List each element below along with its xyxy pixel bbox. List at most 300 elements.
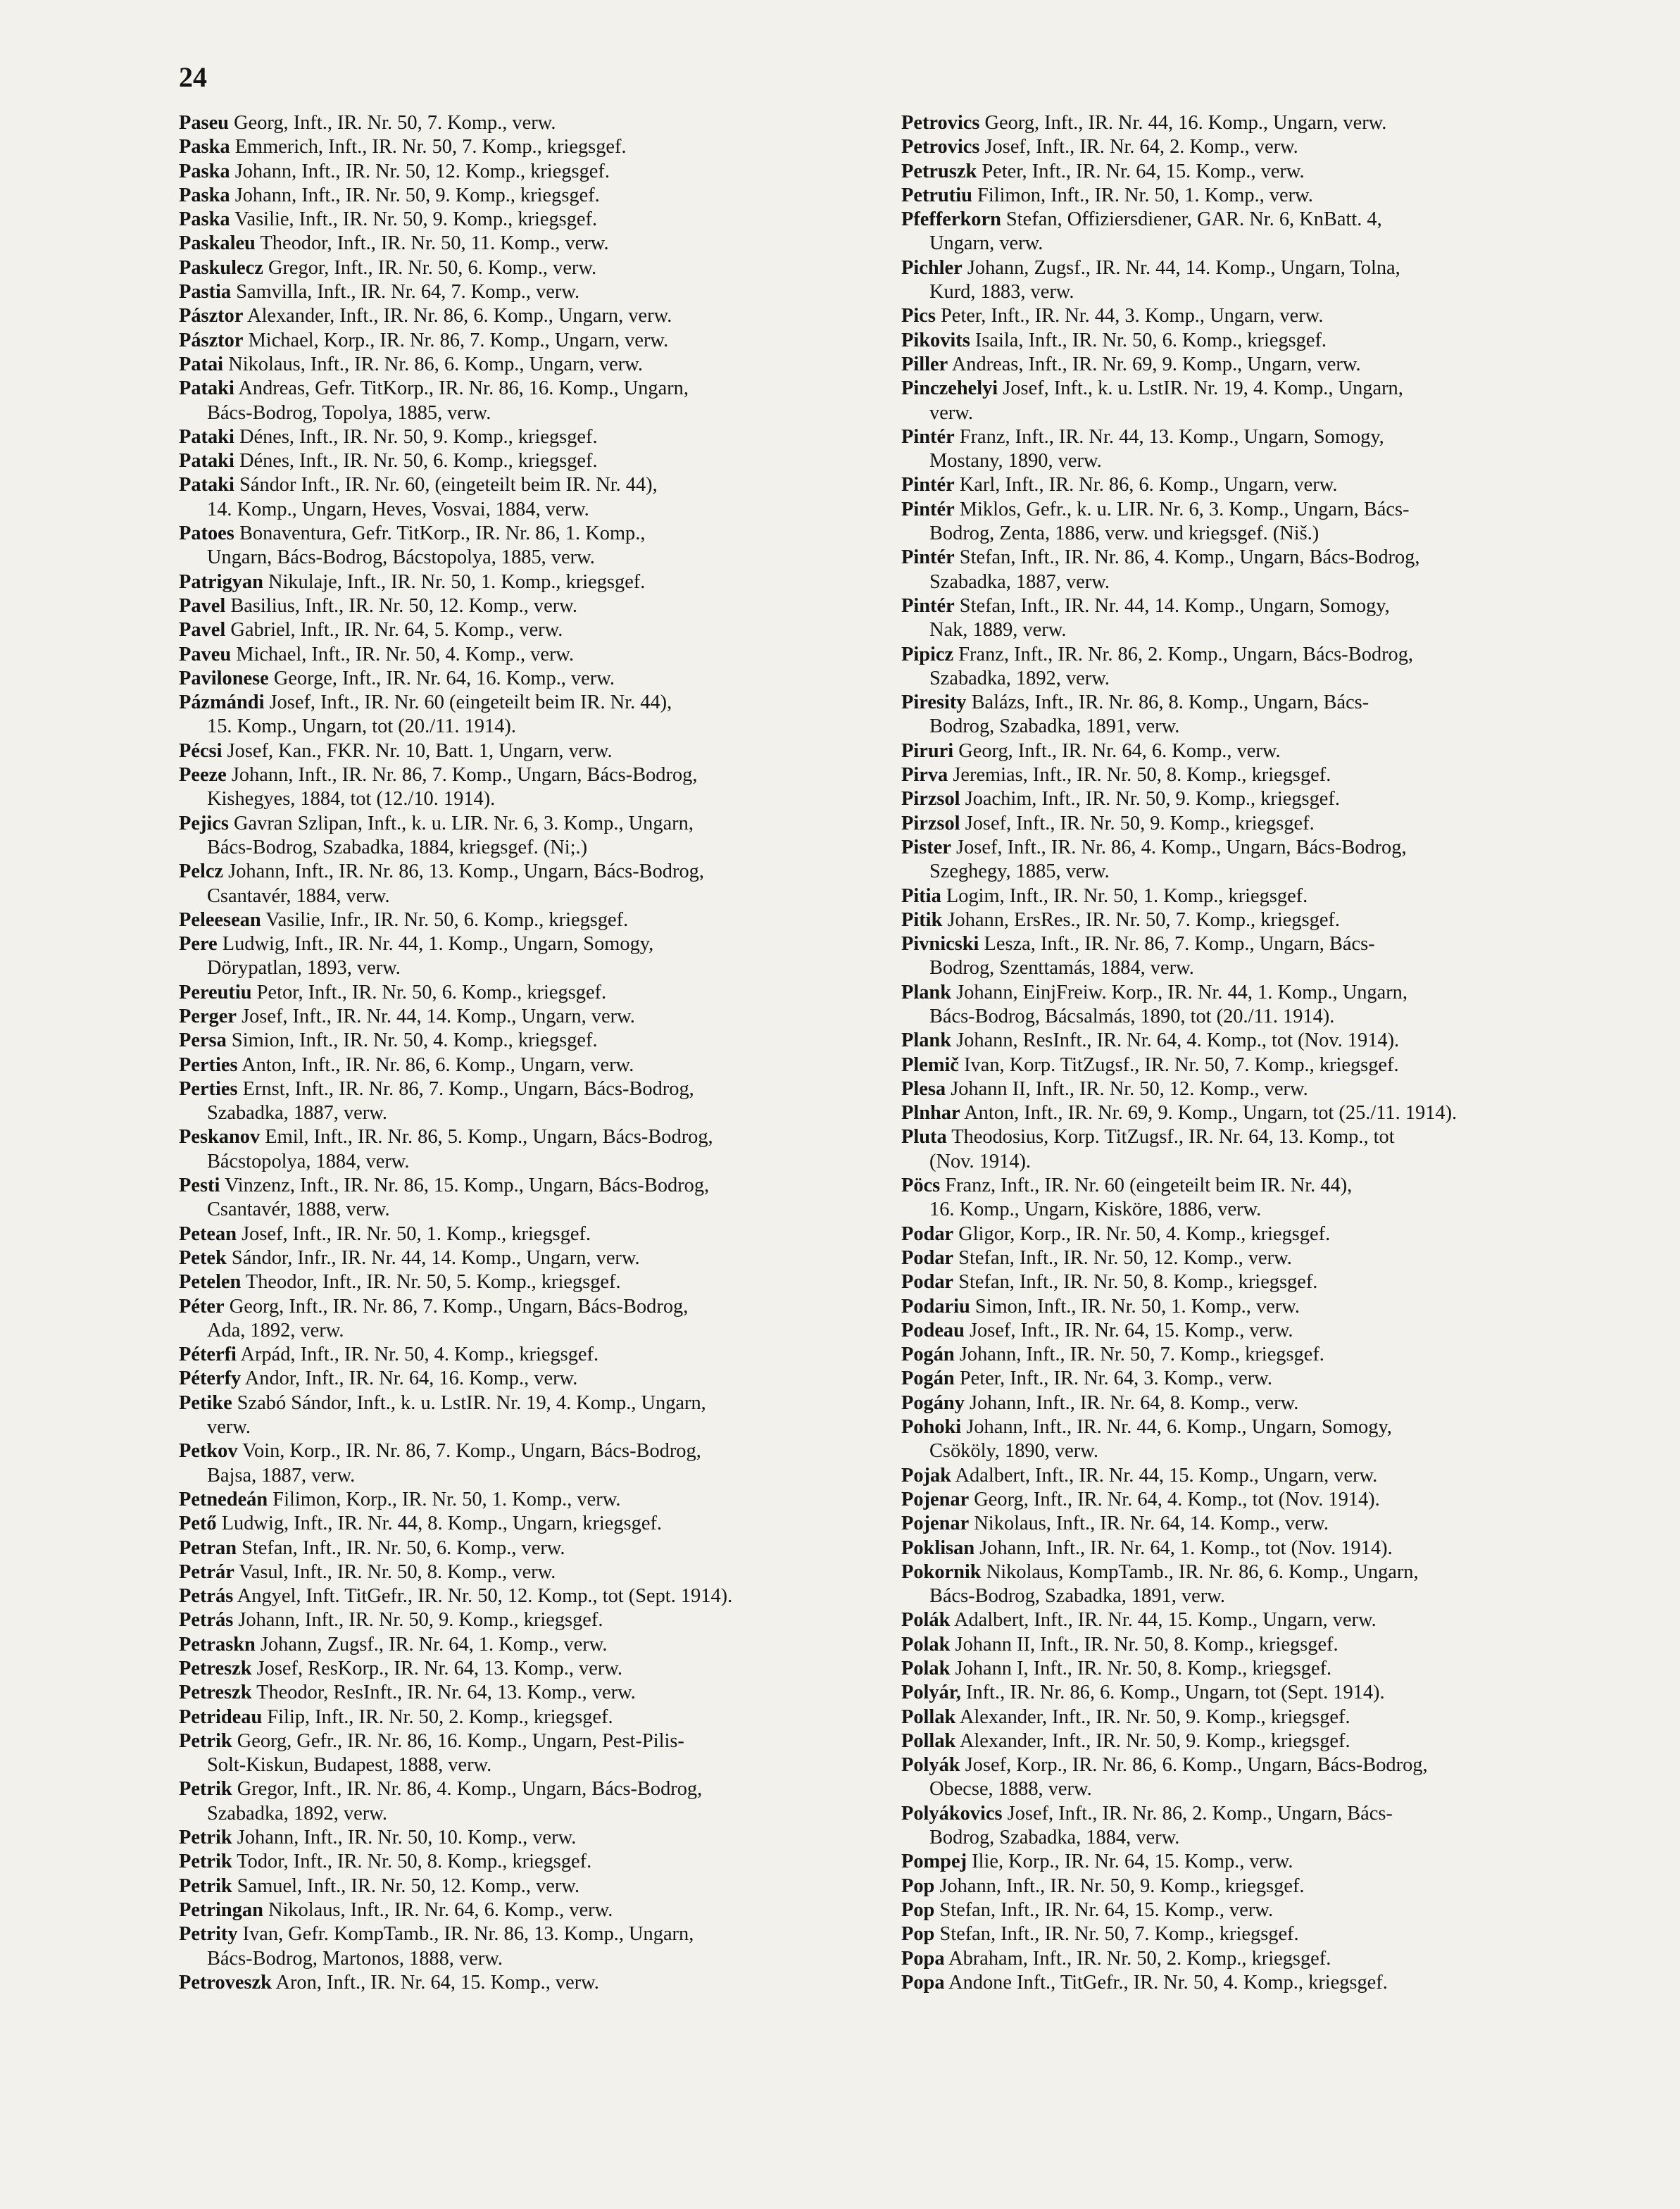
- entry-surname: Pompej: [901, 1851, 967, 1873]
- entry-details: Stefan, Inft., IR. Nr. 50, 7. Komp., kriegsgef.: [939, 1923, 1299, 1946]
- entry-details: Basilius, Inft., IR. Nr. 50, 12. Komp., verw.: [230, 594, 577, 617]
- list-entry: [179, 643, 890, 667]
- entry-surname: Podeau: [901, 1319, 965, 1341]
- entry-surname: Paska: [179, 136, 230, 158]
- entry-details: Adalbert, Inft., IR. Nr. 44, 15. Komp., Ungarn, verw.: [953, 1609, 1377, 1632]
- entry-details: Michael, Inft., IR. Nr. 50, 4. Komp., verw.: [236, 643, 575, 665]
- entry-details: Angyel, Inft. TitGefr., IR. Nr. 50, 12. Komp., tot (Sept. 1914).: [237, 1585, 733, 1608]
- list-entry: [179, 232, 890, 256]
- entry-details: Johann, Inft., IR. Nr. 50, 9. Komp., kriegsgef.: [238, 1609, 603, 1632]
- list-entry: [179, 1174, 890, 1222]
- list-entry: [901, 256, 1612, 305]
- list-entry: [901, 763, 1612, 787]
- entry-surname: Pető: [179, 1513, 217, 1535]
- entry-continuation: Bács-Bodrog, Szabadka, 1884, kriegsgef. (Ni;.): [207, 836, 588, 858]
- list-entry: [901, 981, 1612, 1030]
- list-entry: [179, 812, 890, 861]
- entry-details: Gligor, Korp., IR. Nr. 50, 4. Komp., kriegsgef.: [958, 1222, 1331, 1245]
- entry-details: Bonaventura, Gefr. TitKorp., IR. Nr. 86, 1. Komp.,: [239, 522, 646, 545]
- entry-surname: Pécsi: [179, 739, 222, 762]
- entry-surname: Perties: [179, 1077, 238, 1100]
- entry-details: Alexander, Inft., IR. Nr. 86, 6. Komp., Ungarn, verw.: [246, 305, 672, 327]
- entry-surname: Pollak: [901, 1706, 956, 1728]
- entry-surname: Pop: [901, 1875, 935, 1897]
- entry-details: Inft., IR. Nr. 86, 6. Komp., Ungarn, tot (Sept. 1914).: [966, 1682, 1385, 1704]
- entry-details: Andreas, Inft., IR. Nr. 69, 9. Komp., Ungarn, verw.: [951, 353, 1361, 375]
- list-entry: [901, 1947, 1612, 1971]
- entry-surname: Polak: [901, 1658, 951, 1679]
- list-entry: [179, 1971, 890, 1995]
- entry-details: Josef, Inft., IR. Nr. 60 (eingeteilt beim IR. Nr. 44),: [269, 692, 672, 714]
- entry-surname: Polák: [901, 1609, 951, 1632]
- entry-surname: Pastia: [179, 281, 232, 303]
- entry-surname: Pollak: [901, 1729, 956, 1752]
- entry-surname: Pintér: [901, 474, 955, 496]
- entry-details: Miklos, Gefr., k. u. LIR. Nr. 6, 3. Komp., Ungarn, Bács-: [959, 498, 1410, 520]
- entry-surname: Pivnicski: [901, 933, 979, 956]
- entry-continuation: Szabadka, 1892, verw.: [207, 1802, 387, 1825]
- list-entry: [179, 1537, 890, 1560]
- list-entry: [901, 691, 1612, 739]
- list-entry: [901, 908, 1612, 932]
- entry-surname: Pop: [901, 1923, 935, 1946]
- entry-surname: Paseu: [179, 112, 229, 134]
- entry-details: Josef, Inft., IR. Nr. 64, 2. Komp., verw.: [984, 136, 1298, 158]
- entry-details: Samvilla, Inft., IR. Nr. 64, 7. Komp., verw.: [236, 281, 580, 303]
- list-entry: [901, 353, 1612, 377]
- entry-surname: Piller: [901, 353, 948, 375]
- list-entry: [179, 570, 890, 594]
- entry-details: Vasilie, Infr., IR. Nr. 50, 6. Komp., kriegsgef.: [265, 908, 629, 931]
- entry-continuation: Obecse, 1888, verw.: [929, 1778, 1092, 1801]
- entry-details: Johann, Inft., IR. Nr. 50, 7. Komp., kriegsgef.: [959, 1344, 1324, 1366]
- entry-surname: Paveu: [179, 643, 232, 665]
- entry-details: Balázs, Inft., IR. Nr. 86, 8. Komp., Ungarn, Bács-: [971, 692, 1369, 714]
- entry-details: Joachim, Inft., IR. Nr. 50, 9. Komp., kriegsgef.: [965, 788, 1340, 811]
- entry-continuation: (Nov. 1914).: [929, 1150, 1032, 1172]
- entry-surname: Pojak: [901, 1464, 951, 1487]
- entry-details: Karl, Inft., IR. Nr. 86, 6. Komp., Ungarn, verw.: [959, 474, 1338, 496]
- list-entry: [179, 160, 890, 184]
- list-entry: [901, 1125, 1612, 1174]
- list-entry: [179, 280, 890, 304]
- page-number: 24: [179, 61, 207, 93]
- list-entry: [179, 377, 890, 425]
- list-entry: [901, 1295, 1612, 1319]
- list-entry: [179, 256, 890, 280]
- entry-surname: Petike: [179, 1391, 232, 1414]
- entry-surname: Pipicz: [901, 643, 954, 665]
- entry-continuation: Bács-Bodrog, Szabadka, 1891, verw.: [929, 1585, 1225, 1608]
- entry-surname: Petrity: [179, 1923, 238, 1946]
- entry-details: Georg, Inft., IR. Nr. 64, 4. Komp., tot (Nov. 1914).: [974, 1488, 1380, 1510]
- entry-surname: Pejics: [179, 812, 229, 834]
- list-entry: [179, 329, 890, 353]
- list-entry: [901, 1053, 1612, 1077]
- list-entry: [901, 473, 1612, 497]
- entry-surname: Pojenar: [901, 1513, 970, 1535]
- entry-surname: Petreszk: [179, 1682, 252, 1704]
- entry-continuation: Szabadka, 1892, verw.: [929, 667, 1110, 689]
- entry-details: Ludwig, Inft., IR. Nr. 44, 1. Komp., Ungarn, Somogy,: [222, 933, 654, 956]
- entry-surname: Persa: [179, 1030, 227, 1052]
- entry-surname: Paska: [179, 184, 230, 206]
- list-entry: [179, 1246, 890, 1270]
- list-entry: [179, 208, 890, 232]
- list-entry: [179, 1875, 890, 1898]
- entry-details: Franz, Inft., IR. Nr. 86, 2. Komp., Ungarn, Bács-Bodrog,: [958, 643, 1414, 665]
- entry-surname: Pister: [901, 836, 951, 858]
- entry-continuation: verw.: [929, 401, 974, 424]
- entry-details: Franz, Inft., IR. Nr. 44, 13. Komp., Ungarn, Somogy,: [959, 425, 1384, 448]
- list-entry: [901, 1633, 1612, 1657]
- entry-surname: Poklisan: [901, 1537, 975, 1559]
- list-entry: [901, 1802, 1612, 1851]
- entry-surname: Petringan: [179, 1898, 263, 1921]
- entry-continuation: Solt-Kiskun, Budapest, 1888, verw.: [207, 1754, 492, 1777]
- entry-surname: Pavel: [179, 594, 226, 617]
- entry-details: Emil, Inft., IR. Nr. 86, 5. Komp., Ungarn, Bács-Bodrog,: [265, 1126, 713, 1149]
- entry-details: Johann, Inft., IR. Nr. 64, 1. Komp., tot (Nov. 1914).: [979, 1537, 1393, 1559]
- entry-details: Stefan, Inft., IR. Nr. 64, 15. Komp., verw.: [939, 1898, 1274, 1921]
- list-entry: [179, 425, 890, 449]
- entry-details: Stefan, Inft., IR. Nr. 50, 12. Komp., verw.: [958, 1246, 1292, 1269]
- entry-surname: Petrás: [179, 1585, 234, 1608]
- list-entry: [179, 1777, 890, 1826]
- entry-surname: Péter: [179, 1295, 225, 1318]
- entry-surname: Peleesean: [179, 908, 261, 931]
- list-entry: [179, 1488, 890, 1512]
- entry-details: Aron, Inft., IR. Nr. 64, 15. Komp., verw.: [275, 1971, 599, 1994]
- entry-details: Samuel, Inft., IR. Nr. 50, 12. Komp., verw.: [237, 1875, 580, 1897]
- entry-surname: Plank: [901, 1030, 952, 1052]
- list-entry: [179, 1560, 890, 1584]
- list-entry: [179, 1657, 890, 1681]
- entry-details: Filip, Inft., IR. Nr. 50, 2. Komp., kriegsgef.: [267, 1706, 613, 1728]
- entry-surname: Pitia: [901, 884, 941, 907]
- entry-details: Georg, Inft., IR. Nr. 64, 6. Komp., verw.: [958, 739, 1281, 762]
- entry-details: Nikolaus, Inft., IR. Nr. 64, 6. Komp., verw.: [268, 1898, 613, 1921]
- entry-continuation: Bodrog, Szabadka, 1884, verw.: [929, 1827, 1180, 1849]
- entry-details: Georg, Inft., IR. Nr. 86, 7. Komp., Ungarn, Bács-Bodrog,: [229, 1295, 689, 1318]
- entry-details: Andreas, Gefr. TitKorp., IR. Nr. 86, 16. Komp., Ungarn,: [238, 377, 689, 400]
- entry-surname: Pohoki: [901, 1416, 962, 1439]
- entry-details: Josef, Inft., IR. Nr. 50, 9. Komp., kriegsgef.: [965, 812, 1315, 834]
- entry-continuation: verw.: [207, 1416, 251, 1439]
- entry-surname: Pogány: [901, 1391, 965, 1414]
- entry-details: Ivan, Korp. TitZugsf., IR. Nr. 50, 7. Komp., kriegsgef.: [964, 1053, 1399, 1076]
- list-entry: [901, 377, 1612, 425]
- entry-surname: Pop: [901, 1898, 935, 1921]
- entry-details: Theodor, Inft., IR. Nr. 50, 11. Komp., verw.: [260, 232, 609, 255]
- list-entry: [179, 739, 890, 763]
- entry-surname: Pataki: [179, 377, 234, 400]
- entry-surname: Petruszk: [901, 160, 977, 182]
- list-entry: [901, 425, 1612, 474]
- list-entry: [901, 1246, 1612, 1270]
- entry-details: Ernst, Inft., IR. Nr. 86, 7. Komp., Ungarn, Bács-Bodrog,: [242, 1077, 694, 1100]
- list-entry: [901, 1464, 1612, 1488]
- entry-details: Nikolaus, KompTamb., IR. Nr. 86, 6. Komp., Ungarn,: [986, 1560, 1419, 1583]
- entry-surname: Pázmándi: [179, 692, 265, 714]
- list-entry: [179, 1584, 890, 1608]
- entry-details: Andor, Inft., IR. Nr. 64, 16. Komp., verw.: [244, 1368, 578, 1390]
- entry-surname: Pics: [901, 305, 936, 327]
- list-entry: [179, 1029, 890, 1053]
- entry-details: Franz, Inft., IR. Nr. 60 (eingeteilt beim IR. Nr. 44),: [945, 1175, 1353, 1197]
- entry-surname: Petean: [179, 1222, 237, 1245]
- entry-details: Josef, Korp., IR. Nr. 86, 6. Komp., Ungarn, Bács-Bodrog,: [965, 1754, 1428, 1777]
- entry-details: Alexander, Inft., IR. Nr. 50, 9. Komp., kriegsgef.: [959, 1729, 1350, 1752]
- entry-surname: Pitik: [901, 908, 943, 931]
- entry-surname: Podar: [901, 1222, 954, 1245]
- entry-surname: Podar: [901, 1271, 954, 1294]
- list-entry: [901, 111, 1612, 135]
- list-entry: [901, 1415, 1612, 1464]
- entry-surname: Pataki: [179, 474, 234, 496]
- entry-details: Peter, Inft., IR. Nr. 64, 15. Komp., verw.: [982, 160, 1305, 182]
- entry-surname: Pintér: [901, 546, 955, 569]
- entry-continuation: Szabadka, 1887, verw.: [207, 1102, 387, 1125]
- entry-surname: Polyákovics: [901, 1802, 1003, 1825]
- list-entry: [901, 208, 1612, 256]
- entry-details: Stefan, Inft., IR. Nr. 50, 6. Komp., verw.: [242, 1537, 565, 1559]
- entry-continuation: Ungarn, Bács-Bodrog, Bácstopolya, 1885, verw.: [207, 546, 595, 569]
- list-entry: [901, 160, 1612, 184]
- entry-surname: Pichler: [901, 256, 963, 279]
- entry-details: Vasilie, Inft., IR. Nr. 50, 9. Komp., kriegsgef.: [234, 208, 598, 231]
- list-entry: [179, 1125, 890, 1174]
- entry-details: Andone Inft., TitGefr., IR. Nr. 50, 4. Komp., kriegsgef.: [948, 1971, 1388, 1994]
- entry-details: Simion, Inft., IR. Nr. 50, 4. Komp., kriegsgef.: [231, 1030, 598, 1052]
- entry-surname: Polyák: [901, 1754, 960, 1777]
- entry-details: Johann, Inft., IR. Nr. 50, 9. Komp., kriegsgef.: [234, 184, 600, 206]
- entry-surname: Pásztor: [179, 305, 244, 327]
- list-entry: [179, 1343, 890, 1367]
- list-entry: [901, 1270, 1612, 1294]
- entry-surname: Podariu: [901, 1295, 970, 1318]
- entry-details: Stefan, Offiziersdiener, GAR. Nr. 6, KnBatt. 4,: [1006, 208, 1382, 231]
- entry-surname: Pinczehelyi: [901, 377, 998, 400]
- entry-surname: Perties: [179, 1053, 238, 1076]
- entry-surname: Pikovits: [901, 329, 970, 351]
- list-entry: [179, 1295, 890, 1344]
- entry-continuation: Bácstopolya, 1884, verw.: [207, 1150, 410, 1172]
- entry-details: Josef, Inft., IR. Nr. 44, 14. Komp., Ungarn, verw.: [242, 1005, 635, 1027]
- list-entry: [179, 981, 890, 1005]
- entry-surname: Podar: [901, 1246, 954, 1269]
- list-entry: [901, 812, 1612, 836]
- list-entry: [179, 1367, 890, 1391]
- entry-details: Nikolaus, Inft., IR. Nr. 86, 6. Komp., Ungarn, verw.: [228, 353, 643, 375]
- list-entry: [901, 787, 1612, 811]
- list-entry: [901, 1729, 1612, 1753]
- entry-details: Gavran Szlipan, Inft., k. u. LIR. Nr. 6, 3. Komp., Ungarn,: [234, 812, 694, 834]
- list-entry: [901, 1922, 1612, 1946]
- list-entry: [901, 1029, 1612, 1053]
- entry-details: Emmerich, Inft., IR. Nr. 50, 7. Komp., kriegsgef.: [234, 136, 627, 158]
- entry-surname: Popa: [901, 1971, 945, 1994]
- entry-details: Josef, Inft., IR. Nr. 50, 1. Komp., kriegsgef.: [242, 1222, 591, 1245]
- list-entry: [179, 1053, 890, 1077]
- entry-surname: Plesa: [901, 1077, 946, 1100]
- entry-details: Lesza, Inft., IR. Nr. 86, 7. Komp., Ungarn, Bács-: [984, 933, 1375, 956]
- entry-details: Johann, Zugsf., IR. Nr. 44, 14. Komp., Ungarn, Tolna,: [967, 256, 1400, 279]
- entry-surname: Pásztor: [179, 329, 244, 351]
- entry-details: Abraham, Inft., IR. Nr. 50, 2. Komp., kriegsgef.: [948, 1947, 1331, 1970]
- entry-continuation: Bács-Bodrog, Bácsalmás, 1890, tot (20./11. 1914).: [929, 1005, 1335, 1027]
- list-entry: [901, 1971, 1612, 1995]
- entry-details: Logim, Inft., IR. Nr. 50, 1. Komp., kriegsgef.: [946, 884, 1308, 907]
- entry-continuation: Szeghegy, 1885, verw.: [929, 861, 1110, 883]
- entry-surname: Petrik: [179, 1851, 232, 1873]
- entry-surname: Petrik: [179, 1875, 232, 1897]
- entry-details: Johann, Inft., IR. Nr. 86, 7. Komp., Ungarn, Bács-Bodrog,: [231, 764, 698, 787]
- list-entry: [901, 836, 1612, 884]
- entry-details: Ludwig, Inft., IR. Nr. 44, 8. Komp., Ungarn, kriegsgef.: [221, 1513, 662, 1535]
- entry-surname: Perger: [179, 1005, 237, 1027]
- entry-details: Sándor Inft., IR. Nr. 60, (eingeteilt beim IR. Nr. 44),: [239, 474, 658, 496]
- entry-details: Johann II, Inft., IR. Nr. 50, 8. Komp., kriegsgef.: [955, 1633, 1339, 1656]
- entry-surname: Pogán: [901, 1368, 955, 1390]
- list-entry: [179, 1270, 890, 1294]
- list-entry: [179, 1633, 890, 1657]
- entry-details: Michael, Korp., IR. Nr. 86, 7. Komp., Ungarn, verw.: [248, 329, 669, 351]
- list-entry: [901, 1753, 1612, 1802]
- entry-surname: Piresity: [901, 692, 967, 714]
- entry-continuation: Bács-Bodrog, Topolya, 1885, verw.: [207, 401, 491, 424]
- list-entry: [901, 884, 1612, 908]
- entry-details: Josef, Inft., IR. Nr. 86, 4. Komp., Ungarn, Bács-Bodrog,: [956, 836, 1407, 858]
- entry-surname: Plank: [901, 981, 952, 1003]
- entry-surname: Polyár,: [901, 1682, 961, 1704]
- entry-surname: Petreszk: [179, 1658, 252, 1679]
- entry-details: Isaila, Inft., IR. Nr. 50, 6. Komp., kriegsgef.: [974, 329, 1327, 351]
- entry-surname: Pavel: [179, 619, 226, 642]
- list-entry: [179, 1005, 890, 1029]
- entry-details: Anton, Inft., IR. Nr. 69, 9. Komp., Ungarn, tot (25./11. 1914).: [964, 1102, 1458, 1125]
- list-entry: [179, 1898, 890, 1922]
- entry-surname: Petrovics: [901, 112, 980, 134]
- list-entry: [179, 908, 890, 932]
- entry-details: Johann, EinjFreiw. Korp., IR. Nr. 44, 1. Komp., Ungarn,: [956, 981, 1408, 1003]
- entry-surname: Pirva: [901, 764, 948, 787]
- list-entry: [179, 135, 890, 159]
- list-entry: [901, 1077, 1612, 1101]
- entry-details: Theodor, Inft., IR. Nr. 50, 5. Komp., kriegsgef.: [245, 1271, 621, 1294]
- entry-details: Josef, Inft., IR. Nr. 64, 15. Komp., verw.: [970, 1319, 1293, 1341]
- entry-continuation: Bodrog, Szenttamás, 1884, verw.: [929, 957, 1194, 980]
- entry-details: Johann, Inft., IR. Nr. 50, 9. Komp., kriegsgef.: [939, 1875, 1305, 1897]
- entry-details: Josef, Kan., FKR. Nr. 10, Batt. 1, Ungarn, verw.: [227, 739, 613, 762]
- list-entry: [901, 1875, 1612, 1898]
- entry-details: Theodosius, Korp. TitZugsf., IR. Nr. 64, 13. Komp., tot: [951, 1126, 1395, 1149]
- list-entry: [901, 1101, 1612, 1125]
- entry-surname: Pogán: [901, 1344, 955, 1366]
- entry-details: Voin, Korp., IR. Nr. 86, 7. Komp., Ungarn, Bács-Bodrog,: [242, 1440, 701, 1463]
- list-entry: [901, 932, 1612, 981]
- list-entry: [901, 1657, 1612, 1681]
- entry-surname: Pesti: [179, 1175, 220, 1197]
- entry-surname: Petrovics: [901, 136, 980, 158]
- entry-continuation: Ada, 1892, verw.: [207, 1319, 344, 1341]
- entry-details: Jeremias, Inft., IR. Nr. 50, 8. Komp., kriegsgef.: [953, 764, 1331, 787]
- list-entry: [179, 353, 890, 377]
- entry-surname: Paska: [179, 208, 230, 231]
- list-entry: [179, 594, 890, 618]
- list-entry: [901, 1367, 1612, 1391]
- entry-surname: Pluta: [901, 1126, 947, 1149]
- entry-surname: Pataki: [179, 425, 234, 448]
- entry-surname: Pereutiu: [179, 981, 252, 1003]
- entry-details: Todor, Inft., IR. Nr. 50, 8. Komp., kriegsgef.: [237, 1851, 592, 1873]
- entry-surname: Petrik: [179, 1778, 232, 1801]
- entry-continuation: Mostany, 1890, verw.: [929, 450, 1102, 473]
- entry-details: Stefan, Inft., IR. Nr. 86, 4. Komp., Ungarn, Bács-Bodrog,: [959, 546, 1420, 569]
- entry-surname: Patai: [179, 353, 224, 375]
- list-entry: [901, 643, 1612, 692]
- entry-details: Adalbert, Inft., IR. Nr. 44, 15. Komp., Ungarn, verw.: [955, 1464, 1378, 1487]
- entry-continuation: Bajsa, 1887, verw.: [207, 1464, 356, 1487]
- entry-surname: Petran: [179, 1537, 237, 1559]
- entry-details: Szabó Sándor, Inft., k. u. LstIR. Nr. 19, 4. Komp., Ungarn,: [237, 1391, 706, 1414]
- entry-surname: Paska: [179, 160, 230, 182]
- entry-details: Johann, Zugsf., IR. Nr. 64, 1. Komp., verw.: [260, 1633, 608, 1656]
- entry-surname: Pojenar: [901, 1488, 970, 1510]
- list-entry: [901, 739, 1612, 763]
- list-entry: [901, 135, 1612, 159]
- list-entry: [179, 184, 890, 208]
- list-entry: [901, 1537, 1612, 1560]
- entry-details: Gregor, Inft., IR. Nr. 86, 4. Komp., Ungarn, Bács-Bodrog,: [237, 1778, 703, 1801]
- entry-details: Anton, Inft., IR. Nr. 86, 6. Komp., Ungarn, verw.: [242, 1053, 634, 1076]
- entry-surname: Pintér: [901, 498, 955, 520]
- entry-surname: Petraskn: [179, 1633, 256, 1656]
- list-entry: [901, 1319, 1612, 1343]
- entry-details: Nikulaje, Inft., IR. Nr. 50, 1. Komp., kriegsgef.: [268, 570, 646, 593]
- list-entry: [179, 1512, 890, 1536]
- list-entry: [179, 1729, 890, 1778]
- entry-details: Josef, ResKorp., IR. Nr. 64, 13. Komp., verw.: [256, 1658, 623, 1679]
- list-entry: [179, 1077, 890, 1126]
- entry-surname: Petrik: [179, 1827, 232, 1849]
- entry-surname: Peskanov: [179, 1126, 261, 1149]
- list-entry: [901, 1174, 1612, 1222]
- entry-details: Ilie, Korp., IR. Nr. 64, 15. Komp., verw.: [972, 1851, 1293, 1873]
- entry-surname: Pere: [179, 933, 218, 956]
- entry-details: Simon, Inft., IR. Nr. 50, 1. Komp., verw.: [974, 1295, 1300, 1318]
- entry-continuation: Szabadka, 1887, verw.: [929, 570, 1110, 593]
- entry-details: Gregor, Inft., IR. Nr. 50, 6. Komp., verw.: [268, 256, 597, 279]
- entry-details: Vinzenz, Inft., IR. Nr. 86, 15. Komp., Ungarn, Bács-Bodrog,: [224, 1175, 710, 1197]
- list-entry: [901, 1898, 1612, 1922]
- list-entry: [901, 546, 1612, 594]
- entry-continuation: Nak, 1889, verw.: [929, 619, 1067, 642]
- list-entry: [179, 932, 890, 981]
- entry-details: Dénes, Inft., IR. Nr. 50, 9. Komp., kriegsgef.: [239, 425, 598, 448]
- entry-details: Peter, Inft., IR. Nr. 44, 3. Komp., Ungarn, verw.: [941, 305, 1324, 327]
- entry-details: George, Inft., IR. Nr. 64, 16. Komp., verw.: [273, 667, 615, 689]
- list-entry: [901, 304, 1612, 328]
- entry-continuation: 15. Komp., Ungarn, tot (20./11. 1914).: [207, 715, 516, 738]
- list-entry: [179, 522, 890, 570]
- list-entry: [179, 618, 890, 642]
- entry-continuation: 16. Komp., Ungarn, Kisköre, 1886, verw.: [929, 1199, 1262, 1221]
- list-entry: [901, 1391, 1612, 1415]
- entry-surname: Pintér: [901, 594, 955, 617]
- list-entry: [901, 1681, 1612, 1705]
- entry-details: Arpád, Inft., IR. Nr. 50, 4. Komp., kriegsgef.: [240, 1344, 599, 1366]
